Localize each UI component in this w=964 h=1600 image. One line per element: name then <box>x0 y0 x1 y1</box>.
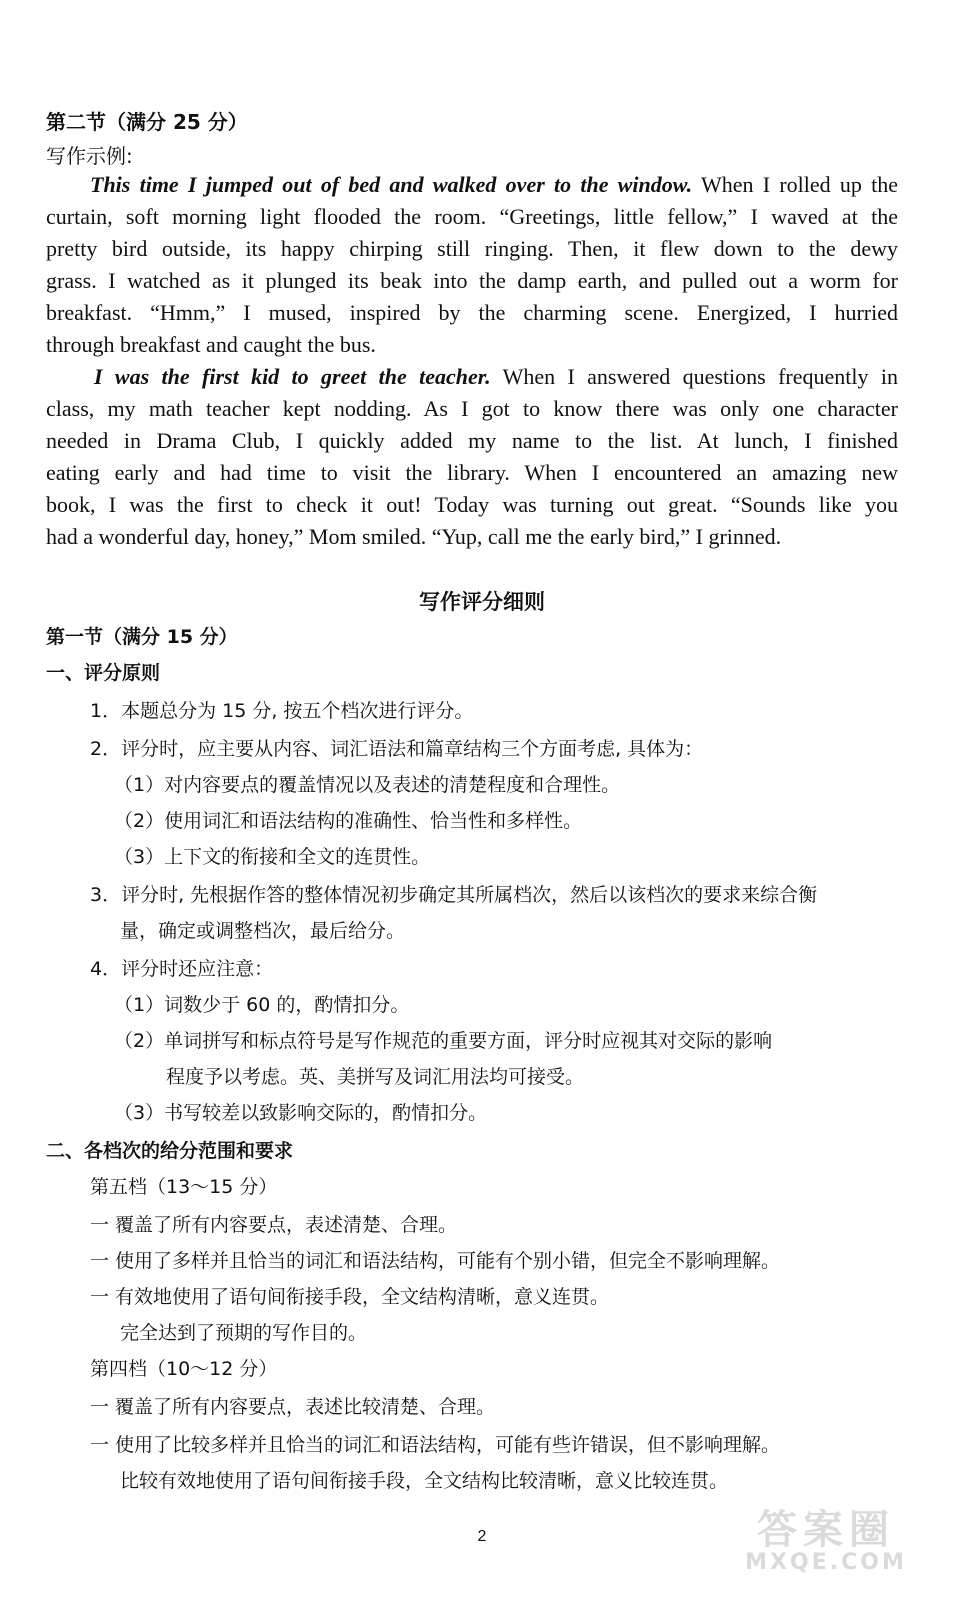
essay-line: through breakfast and caught the bus. <box>46 332 376 357</box>
band-criterion: 一 覆盖了所有内容要点，表述清楚、合理。 <box>90 1214 458 1236</box>
essay-line: eating early and had time to visit the library. When I encountered an amazing new <box>46 460 898 485</box>
essay-line: grass. I watched as it plunged its beak into the damp earth, and pulled out a worm for <box>46 268 898 293</box>
band-criterion: 一 有效地使用了语句间衔接手段，全文结构清晰，意义连贯。 <box>90 1286 610 1308</box>
section-heading: 第二节（满分 25 分） <box>46 110 248 134</box>
essay-line: pretty bird outside, its happy chirping still ringing. Then, it flew down to the dewy <box>46 236 898 261</box>
band-criterion: 比较有效地使用了语句间衔接手段，全文结构比较清晰，意义比较连贯。 <box>120 1470 729 1492</box>
essay-line: book, I was the first to check it out! Today was turning out great. “Sounds like you <box>46 492 898 517</box>
rubric-title: 写作评分细则 <box>419 590 545 614</box>
part-heading: 一、评分原则 <box>46 662 161 684</box>
band-label: 第五档（13～15 分） <box>90 1176 278 1198</box>
essay-line: curtain, soft morning light flooded the room. “Greetings, little fellow,” I waved at the <box>46 204 898 229</box>
rule-subitem: （3）上下文的衔接和全文的连贯性。 <box>114 846 431 868</box>
rule-subitem: （2）单词拼写和标点符号是写作规范的重要方面，评分时应视其对交际的影响 <box>114 1030 773 1052</box>
page-number: 2 <box>477 1528 487 1545</box>
rule-item: 1．本题总分为 15 分, 按五个档次进行评分。 <box>90 700 474 722</box>
band-criterion: 完全达到了预期的写作目的。 <box>120 1322 368 1344</box>
watermark-logo-url: MXQE.COM <box>745 1550 907 1575</box>
rule-subitem: （3）书写较差以致影响交际的，酌情扣分。 <box>114 1102 488 1124</box>
essay-line: needed in Drama Club, I quickly added my name to the list. At lunch, I finished <box>46 428 898 453</box>
rule-item: 3．评分时, 先根据作答的整体情况初步确定其所属档次，然后以该档次的要求来综合衡 <box>90 884 818 906</box>
rule-subitem-continued: 程度予以考虑。英、美拼写及词汇用法均可接受。 <box>166 1066 585 1088</box>
example-label: 写作示例: <box>46 144 133 168</box>
band-criterion: 一 使用了比较多样并且恰当的词汇和语法结构，可能有些许错误，但不影响理解。 <box>90 1434 781 1456</box>
watermark-logo <box>706 1507 946 1575</box>
rule-item-continued: 量，确定或调整档次，最后给分。 <box>120 920 406 942</box>
essay-lead-sentence: This time I jumped out of bed and walked over to the window. <box>90 172 693 197</box>
rule-item: 2．评分时，应主要从内容、词汇语法和篇章结构三个方面考虑, 具体为： <box>90 738 704 760</box>
band-label: 第四档（10～12 分） <box>90 1358 278 1380</box>
essay-line: breakfast. “Hmm,” I mused, inspired by the charming scene. Energized, I hurried <box>46 300 898 325</box>
section-heading: 第一节（满分 15 分） <box>46 626 238 648</box>
rule-subitem: （1）对内容要点的覆盖情况以及表述的清楚程度和合理性。 <box>114 774 621 796</box>
essay-text: When I rolled up the <box>692 172 899 197</box>
band-criterion: 一 覆盖了所有内容要点，表述比较清楚、合理。 <box>90 1396 496 1418</box>
part-heading: 二、各档次的给分范围和要求 <box>46 1140 294 1162</box>
essay-line: had a wonderful day, honey,” Mom smiled. “Yup, call me the early bird,” I grinned. <box>46 524 782 549</box>
rule-item: 4．评分时还应注意： <box>90 958 274 980</box>
essay-line <box>90 172 898 198</box>
essay-line <box>94 364 898 390</box>
rule-subitem: （1）词数少于 60 的，酌情扣分。 <box>114 994 410 1016</box>
band-criterion: 一 使用了多样并且恰当的词汇和语法结构，可能有个别小错，但完全不影响理解。 <box>90 1250 781 1272</box>
essay-lead-sentence: I was the first kid to greet the teacher. <box>94 364 491 389</box>
essay-text: When I answered questions frequently in <box>490 364 898 389</box>
watermark-logo-text: 答案圈 <box>757 1507 895 1553</box>
essay-line: class, my math teacher kept nodding. As I got to know there was only one character <box>46 396 898 421</box>
rule-subitem: （2）使用词汇和语法结构的准确性、恰当性和多样性。 <box>114 810 583 832</box>
